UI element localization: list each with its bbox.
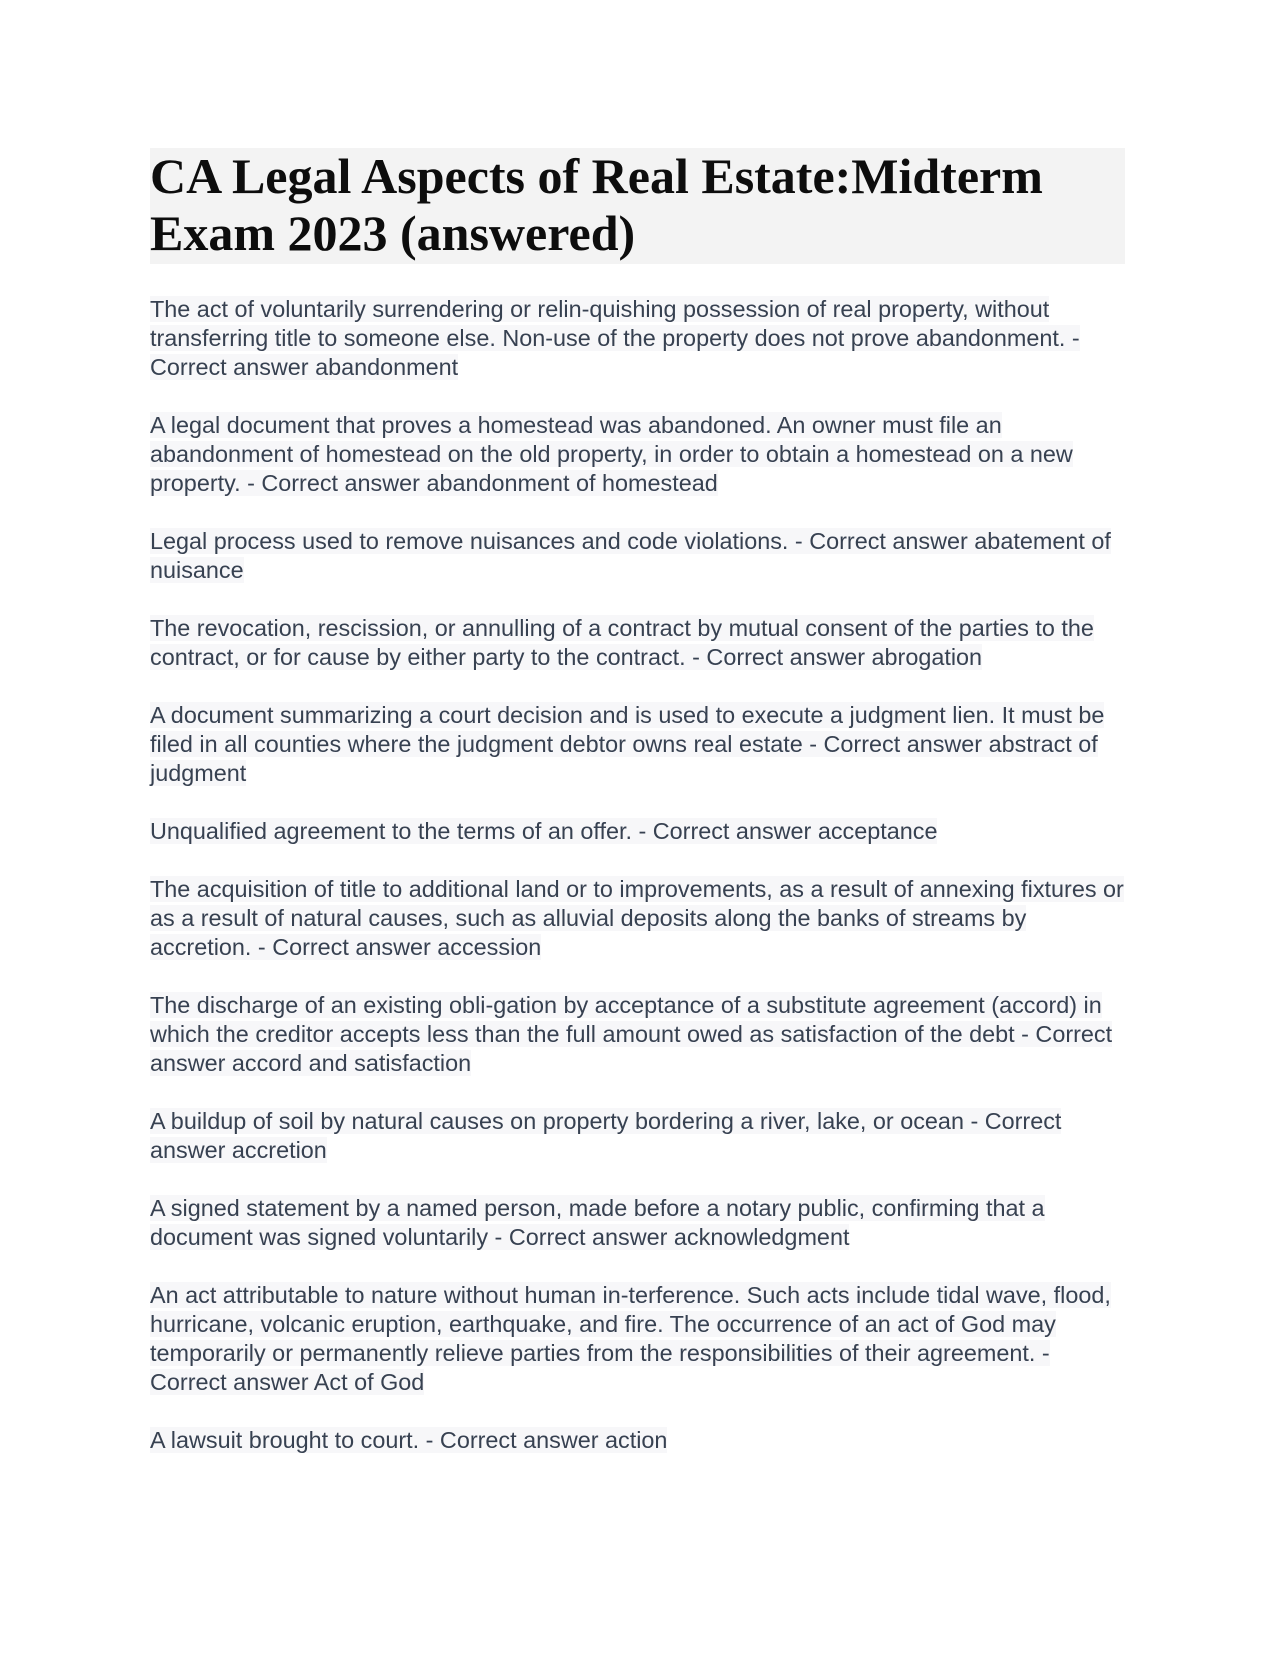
- list-item: [150, 991, 1125, 1078]
- list-item: [150, 1426, 1125, 1455]
- list-item: [150, 1194, 1125, 1252]
- entry-text: The act of voluntarily surrendering or relin-quishing possession of real property, without transferring title to someone else. Non-use of the property does not prove abandonment. - Correct answer abandonment: [150, 296, 1080, 380]
- list-item: [150, 875, 1125, 962]
- list-item: [150, 701, 1125, 788]
- entry-text: The acquisition of title to additional land or to improvements, as a result of annexing fixtures or as a result of natural causes, such as alluvial deposits along the banks of streams by accretion. - Correct answer accession: [150, 876, 1124, 960]
- list-item: [150, 527, 1125, 585]
- entry-text: A legal document that proves a homestead was abandoned. An owner must file an abandonment of homestead on the old property, in order to obtain a homestead on a new property. - Correct answer abandonment of homestead: [150, 412, 1073, 496]
- entry-text: The discharge of an existing obli-gation by acceptance of a substitute agreement (accord) in which the creditor accepts less than the full amount owed as satisfaction of the debt - Correct answer accord and satisfaction: [150, 992, 1113, 1076]
- page-title: CA Legal Aspects of Real Estate:Midterm Exam 2023 (answered): [150, 148, 1125, 264]
- entry-text: A signed statement by a named person, made before a notary public, confirming that a document was signed voluntarily - Correct answer acknowledgment: [150, 1195, 1045, 1250]
- list-item: [150, 1107, 1125, 1165]
- entry-text: A lawsuit brought to court. - Correct answer action: [150, 1427, 668, 1453]
- entry-text: The revocation, rescission, or annulling of a contract by mutual consent of the parties to the contract, or for cause by either party to the contract. - Correct answer abrogation: [150, 615, 1094, 670]
- list-item: [150, 1281, 1125, 1397]
- list-item: [150, 614, 1125, 672]
- list-item: [150, 411, 1125, 498]
- list-item: [150, 295, 1125, 382]
- entry-text: Unqualified agreement to the terms of an offer. - Correct answer acceptance: [150, 818, 938, 844]
- document-page: [150, 148, 1125, 1484]
- list-item: [150, 817, 1125, 846]
- entry-text: A document summarizing a court decision and is used to execute a judgment lien. It must be filed in all counties where the judgment debtor owns real estate - Correct answer abstract of judgment: [150, 702, 1105, 786]
- entry-text: Legal process used to remove nuisances and code violations. - Correct answer abatement of nuisance: [150, 528, 1111, 583]
- entry-text: A buildup of soil by natural causes on property bordering a river, lake, or ocean - Correct answer accretion: [150, 1108, 1062, 1163]
- entry-text: An act attributable to nature without human in-terference. Such acts include tidal wave, flood, hurricane, volcanic eruption, earthquake, and fire. The occurrence of an act of God may temporarily or permanently relieve parties from the responsibilities of their agreement. - Correct answer Act of God: [150, 1282, 1111, 1395]
